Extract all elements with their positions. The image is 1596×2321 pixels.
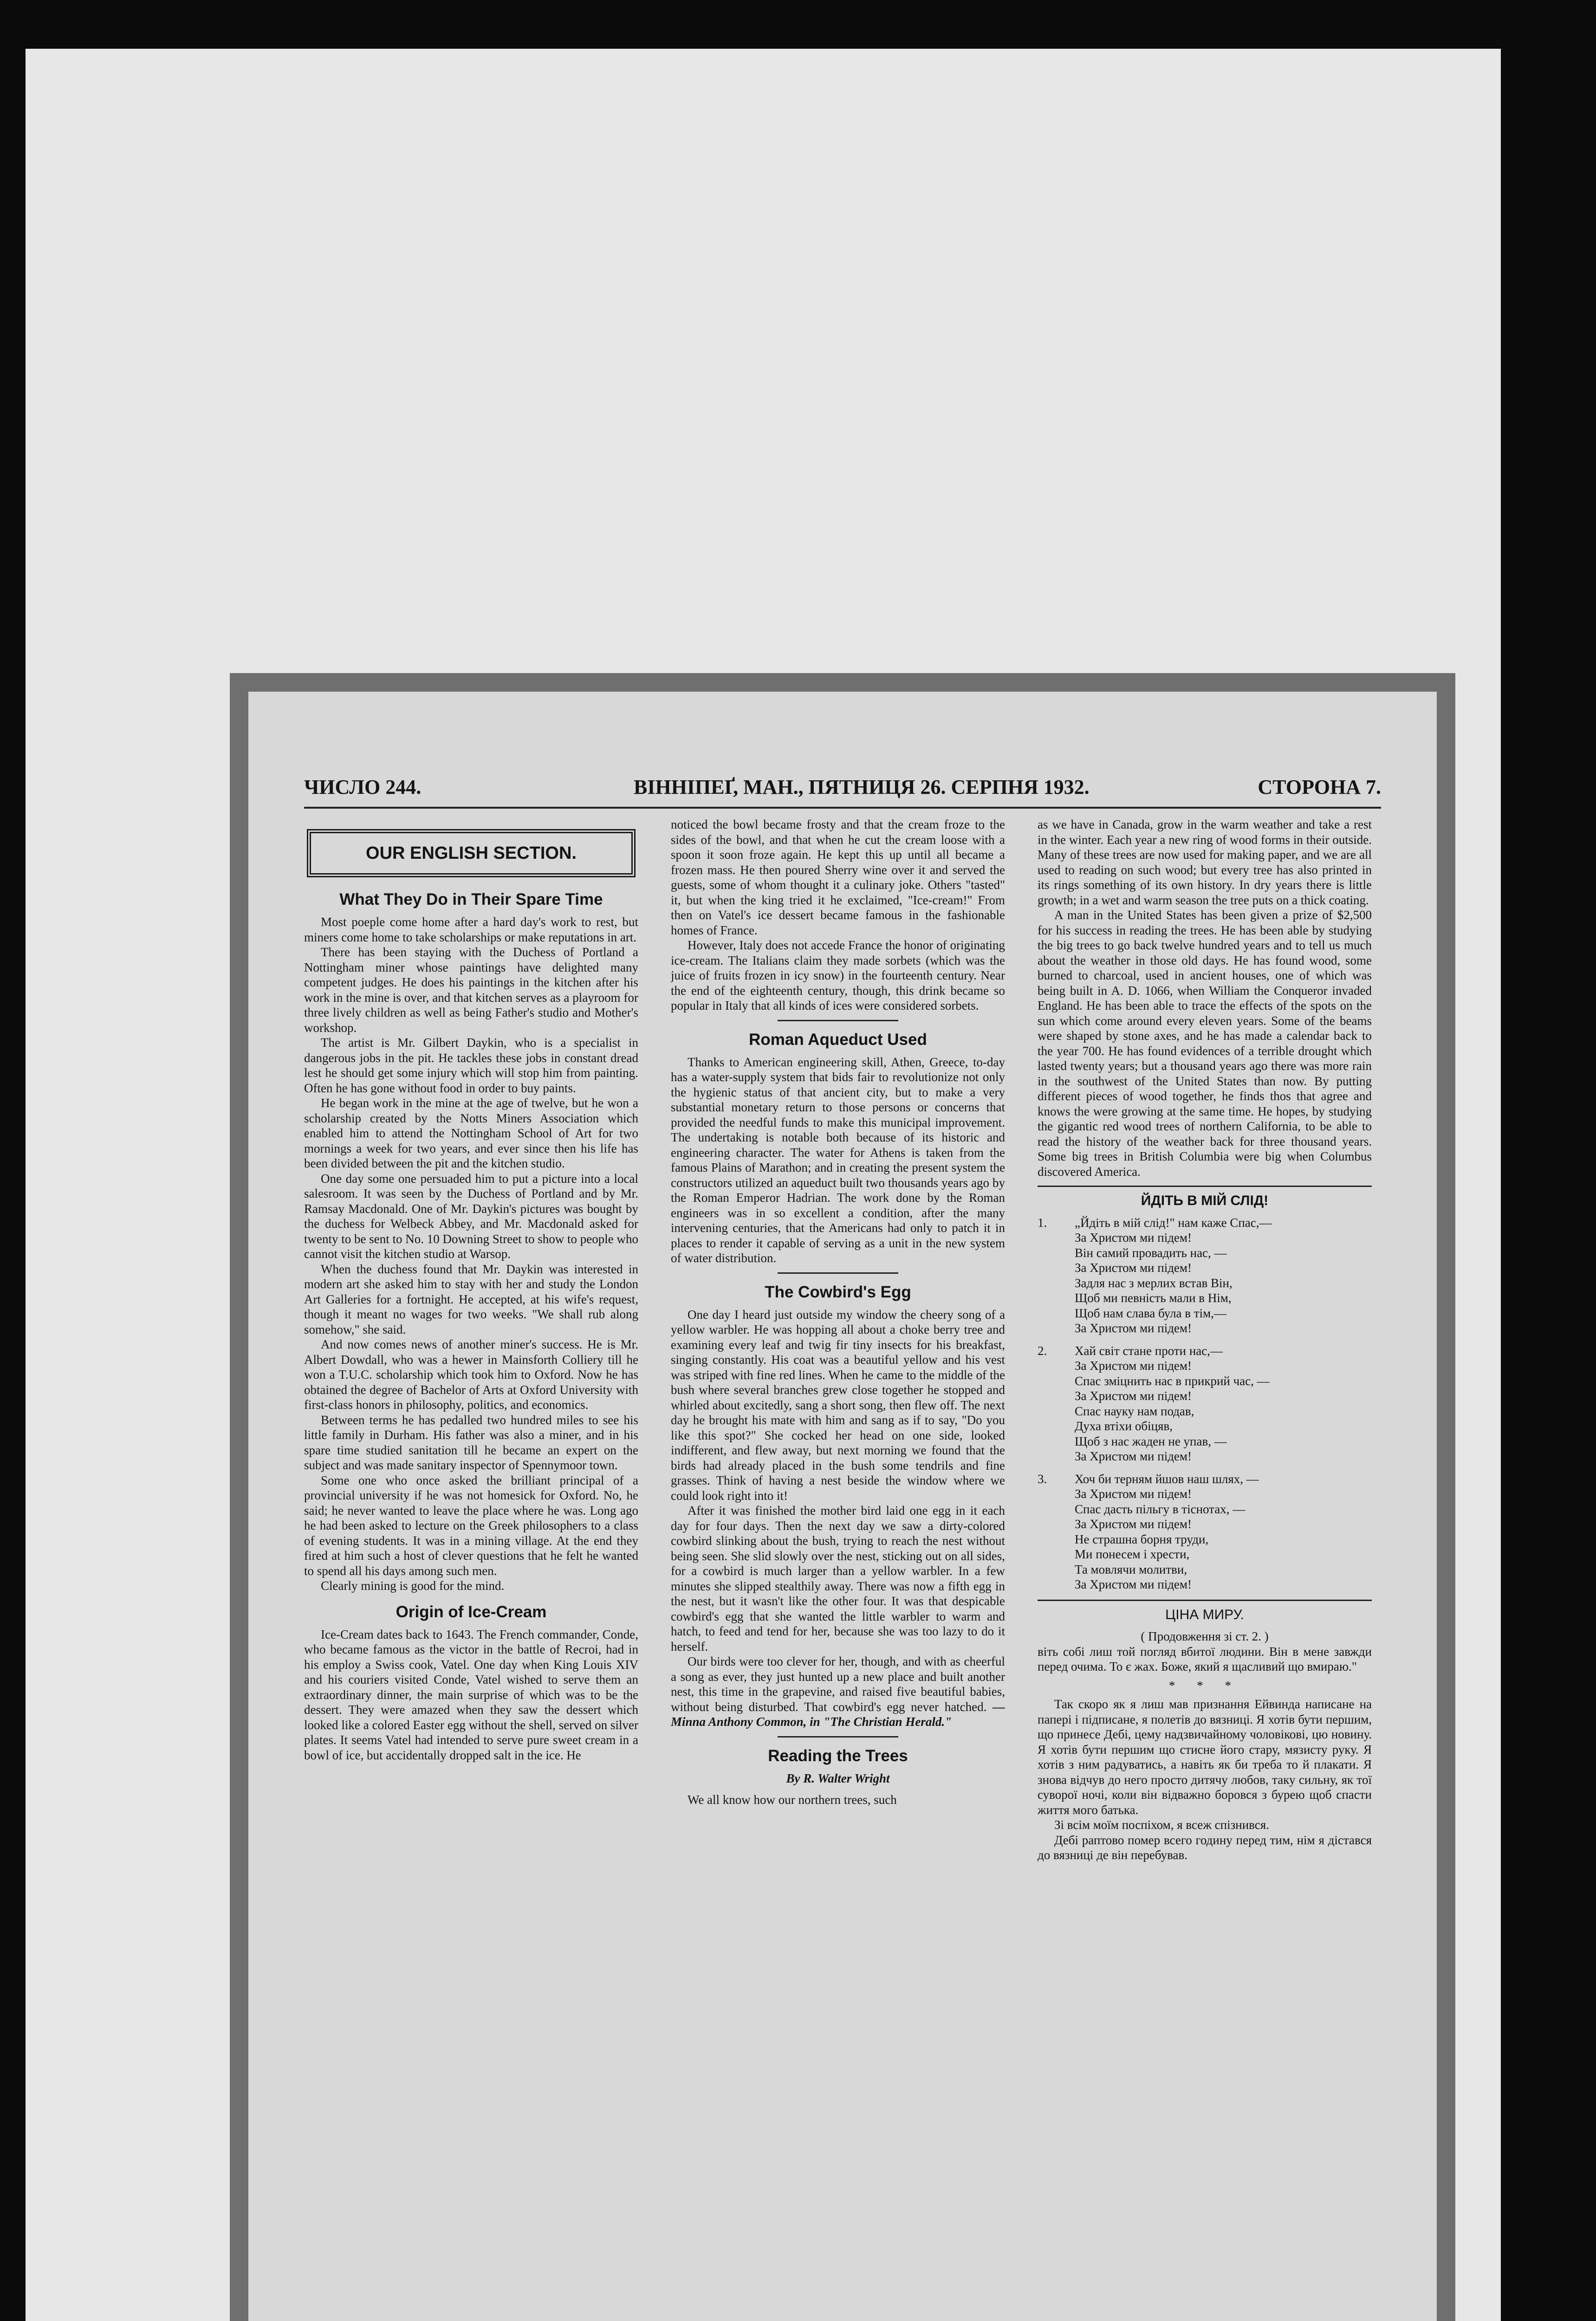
paragraph: And now comes news of another miner's success. He is Mr. Albert Dowdall, who was a hewer in Mainsforth Colliery till he won a T.U.C. scholarship which took him to Oxford. Now he has obtained the degree of Bachelor of Arts at Oxford University with first-class honors in philosophy, politics, and economics. <box>304 1337 638 1412</box>
paragraph <box>671 1654 1005 1730</box>
section-break: * * * <box>1169 1678 1240 1692</box>
poem-line: За Христом ми підем! <box>1075 1577 1192 1591</box>
paragraph: Зі всім моїм поспіхом, я всеж спізнився. <box>1054 1818 1269 1832</box>
divider <box>778 1020 898 1021</box>
poem-line-text: Хай світ стане проти нас,— <box>1075 1343 1223 1358</box>
divider <box>1038 1600 1372 1601</box>
poem-line: Щоб ми певність мали в Нім, <box>1075 1291 1232 1305</box>
article-title: Roman Aqueduct Used <box>749 1030 927 1049</box>
poem-line: За Христом ми підем! <box>1075 1487 1192 1501</box>
issue-number: ЧИСЛО 244. <box>304 776 422 798</box>
poem-line <box>1038 1343 1372 1359</box>
microfilm-sheet <box>26 49 1501 2321</box>
paragraph: One day I heard just outside my window the cheery song of a yellow warbler. He was hopping all about a choke berry tree and examining every leaf and twig fir tiny insects for his breakfast, singing constantly. His coat was a beautiful yellow and his vest was striped with fine red lines. When he came to the middle of the bush where several branches grew close together he stopped and whirled about excitedly, sang a short song, then flew off. The next day he brought his mate with him and sang as if to say, "Do you like this spot?" She cocked her head on one side, looked indifferent, and flew away, but next morning we found that the birds had already placed in the bush some tendrils and fine grasses. Think of having a nest beside the window where we could look right into it! <box>671 1307 1005 1503</box>
poem-title: ЙДІТЬ В МІЙ СЛІД! <box>1141 1193 1269 1208</box>
paragraph: He began work in the mine at the age of twelve, but he won a scholarship created by the Notts Miners Association which enabled him to attend the Nottingham School of Art for two mornings a week for two years, and ever since then his life has been divided between the pit and the kitchen studio. <box>304 1096 638 1170</box>
paragraph: There has been staying with the Duchess of Portland a Nottingham miner whose paintings have delighted many competent judges. He does his paintings in the kitchen after his work in the mine is over, and that kitchen serves as a playroom for three lively children as well as being Father's studio and Mother's workshop. <box>304 945 638 1035</box>
paragraph: Дебі раптово помер всего годину перед тим, нім я дістався до вязниці де він перебував. <box>1038 1833 1372 1862</box>
newspaper-page <box>248 692 1437 2321</box>
article-title: Reading the Trees <box>768 1746 908 1765</box>
poem-line: Спас науку нам подав, <box>1075 1404 1194 1418</box>
poem-line <box>1038 1472 1372 1487</box>
article-title: The Cowbird's Egg <box>765 1283 911 1301</box>
paragraph: віть собі лиш той погляд вбитої людини. Він в мене завжди перед очима. То є жах. Боже, який я щасливий що вмираю." <box>1038 1644 1372 1673</box>
paragraph: as we have in Canada, grow in the warm weather and take a rest in the winter. Each year a new ring of wood forms in their outside. Many of these trees are now used for making paper, and we are all used to reading on such wood; but every tree has also printed in its rings something of its own history. In dry years there is little growth; in a wet and warm season the tree puts on a thick coating. <box>1038 817 1372 907</box>
continuation-note: ( Продовження зі ст. 2. ) <box>1141 1629 1269 1643</box>
poem-line: Щоб нам слава була в тім,— <box>1075 1306 1226 1320</box>
article-title: What They Do in Their Spare Time <box>339 890 603 908</box>
poem-line: За Христом ми підем! <box>1075 1517 1192 1531</box>
signature: — Minna Anthony Common, in "The Christian Herald." <box>671 1699 1005 1729</box>
poem-line: Спас зміцнить нас в прикрий час, — <box>1075 1374 1270 1388</box>
paragraph: Clearly mining is good for the mind. <box>321 1579 505 1593</box>
column-3 <box>1038 817 1372 2293</box>
poem-line: Щоб з нас жаден не упав, — <box>1075 1434 1227 1448</box>
paragraph: When the duchess found that Mr. Daykin was interested in modern art she asked him to stay with her and study the London Art Galleries for a fortnight. He accepted, at his wife's request, though it meant no wages for two weeks. "We shall rub along somehow," she said. <box>304 1262 638 1336</box>
poem-line: Задля нас з мерлих встав Він, <box>1075 1276 1233 1290</box>
poem-line-text: „Йдіть в мій слід!" нам каже Спас,— <box>1075 1215 1272 1230</box>
paragraph-text: Our birds were too clever for her, though, and with as cheerful a song as ever, they just hunted up a new place and built another nest, this time in the grapevine, and raised five beautiful babies, without being disturbed. That cowbird's egg never hatched. <box>671 1654 1005 1714</box>
paragraph: However, Italy does not accede France the honor of originating ice-cream. The Italians claim they made sorbets (which was the juice of fruits frozen in icy snow) in the fourteenth century. Near the end of the eighteenth century, though, this drink became so popular in Italy that all kinds of ices were considered sorbets. <box>671 938 1005 1012</box>
section-title-box: OUR ENGLISH SECTION. <box>307 829 636 877</box>
poem-line: Та мовлячи молитви, <box>1075 1562 1187 1576</box>
paragraph: After it was finished the mother bird laid one egg in it each day for four days. Then the next day we saw a dirty-colored cowbird slinking about the bush, trying to reach the nest without being seen. She slid slowly over the nest, sticking out on all sides, for a cowbird is much larger than a yellow warbler. In a few minutes she slipped stealthily away. There was now a fifth egg in the nest, but it wasn't like the other four. It was that despicable cowbird's egg that she wanted the little warbler to warm and hatch, to feed and tend for her, because she was too lazy to do it herself. <box>671 1504 1005 1653</box>
stanza-number: 1. <box>1038 1215 1047 1230</box>
paragraph: Ice-Cream dates back to 1643. The French commander, Conde, who became famous as the victor in the battle of Recroi, had in his employ a Swiss cook, Vatel. One day when King Louis XIV and his couriers visited Conde, Vatel wished to serve them an extraordinary dinner, the main surprise of which was to be the dessert. They were amazed when they saw the dessert which looked like a colored Easter egg without the shell, served on silver plates. It seems Vatel had intended to serve pure sweet cream in a bowl of ice, but accidentally dropped salt in the ice. He <box>304 1627 638 1762</box>
stanza-number: 3. <box>1038 1472 1047 1486</box>
paragraph: The artist is Mr. Gilbert Daykin, who is a specialist in dangerous jobs in the pit. He tackles these jobs in constant dread lest he should get some injury which will stop him from painting. Often he has gone without food in order to buy paints. <box>304 1036 638 1095</box>
paragraph: noticed the bowl became frosty and that the cream froze to the sides of the bowl, and that when he cut the cream loose with a spoon it soon froze again. He kept this up until all became a frozen mass. He then poured Sherry wine over it and served the guests, some of whom thought it a culinary joke. Others "tasted" it, but when the king tried it he exclaimed, "Ice-cream!" From then on Vatel's ice dessert became famous in the fashionable homes of France. <box>671 817 1005 937</box>
divider <box>1038 1186 1372 1187</box>
masthead <box>304 775 1381 808</box>
poem-line: Не страшна борня труди, <box>1075 1532 1209 1546</box>
poem-line: За Христом ми підем! <box>1075 1231 1192 1245</box>
poem-line <box>1038 1215 1372 1231</box>
column-1 <box>304 817 638 2293</box>
paragraph: We all know how our northern trees, such <box>688 1793 897 1807</box>
article-title: ЦІНА МИРУ. <box>1165 1607 1244 1622</box>
paragraph: Between terms he has pedalled two hundred miles to see his little family in Durham. His father was also a miner, and in his spare time studied sanitation till he became an expert on the subject and was made sanitary inspector of Spennymoor town. <box>304 1413 638 1472</box>
poem-line: За Христом ми підем! <box>1075 1261 1192 1275</box>
poem-stanza <box>1038 1343 1372 1464</box>
paragraph: Так скоро як я лиш мав признання Ейвинда написане на папері і підписане, я полетів до вязниці. Я хотів бути першим, що принесе Дебі, цему надзвичайному чоловікові, цю новину. Я хотів бути першим що стисне його стару, мязисту руку. Я хотів з ним радуватись, а навіть як би треба то й плакати. Я знова відчув до него просто дитячу любов, таку сильну, як тої суворої ночі, коли він відважно боровся з бурею щоб спасти життя мого батька. <box>1038 1697 1372 1817</box>
poem-line: Ми понесем і хрести, <box>1075 1547 1190 1561</box>
poem-line: Він самий провадить нас, — <box>1075 1245 1227 1260</box>
poem-stanza <box>1038 1215 1372 1336</box>
divider <box>778 1272 898 1274</box>
byline: By R. Walter Wright <box>786 1771 890 1785</box>
stanza-number: 2. <box>1038 1343 1047 1358</box>
paragraph: One day some one persuaded him to put a picture into a local salesroom. It was seen by the Duchess of Portland and by Mr. Ramsay Macdonald. One of Mr. Daykin's pictures was bought by the duchess for Welbeck Abbey, and Mr. Macdonald asked for twenty to be sent to No. 10 Downing Street to show to people who cannot visit the kitchen studio at Warsop. <box>304 1171 638 1261</box>
paragraph: Thanks to American engineering skill, Athen, Greece, to-day has a water-supply system that bids fair to revolutionize not only the hygienic status of that ancient city, but to make a very substantial monetary return to those persons or concerns that provided the needful funds to make this municipal improvement. The undertaking is notable both because of its historic and engineering character. The water for Athens is taken from the famous Plains of Marathon; and in creating the present system the constructors utilized an aqueduct built two thousands years ago by the Roman Emperor Hadrian. The work done by the Roman engineers was in so excellent a condition, after the many intervening centuries, that the Americans had only to patch it in places to render it capable of serving as a unit in the new system of water distribution. <box>671 1055 1005 1265</box>
column-2 <box>671 817 1005 2293</box>
poem-line: За Христом ми підем! <box>1075 1389 1192 1403</box>
paragraph: A man in the United States has been given a prize of $2,500 for his success in reading the trees. He has been able by studying the big trees to go back twelve hundred years and to tell us much about the weather in those old days. He has found wood, some burned to charcoal, used in ancient houses, one of which was being built in A. D. 1066, when William the Conqueror invaded England. He has been able to trace the effects of the spots on the sun which come around every eleven years. Some of the beams were shaped by stone axes, and he has made a calendar back to the year 700. He has found evidences of a terrible drought which lasted twenty years; but a thousand years ago there was more rain in the southwest of the United States than now. By putting different pieces of wood together, he finds thos that agree and knows the were growing at the same time. He hopes, by studying the gigantic red wood trees of northern California, to be able to read the history of the weather back for three thousand years. Some big trees in British Columbia were big when Columbus discovered America. <box>1038 908 1372 1179</box>
paragraph: Most poeple come home after a hard day's work to rest, but miners come home to take scholarships or make reputations in art. <box>304 915 638 944</box>
poem-line: Духа втіхи обіцяв, <box>1075 1419 1173 1433</box>
article-title: Origin of Ice-Cream <box>396 1602 547 1621</box>
masthead-rule <box>304 807 1381 809</box>
poem-stanza <box>1038 1472 1372 1592</box>
poem-line: Спас дасть пільгу в тіснотах, — <box>1075 1502 1246 1516</box>
poem-line: За Христом ми підем! <box>1075 1321 1192 1335</box>
paragraph: Some one who once asked the brilliant principal of a provincial university if he was not homesick for Oxford. No, he said; he never wanted to leave the place where he was. Long ago he had been asked to lecture on the Greek philosophers to a class of evening students. It was in a mining village. At the end they fired at him such a host of clever questions that he felt he wanted to spend all his days among such men. <box>304 1473 638 1578</box>
poem-line: За Христом ми підем! <box>1075 1449 1192 1463</box>
page-number: СТОРОНА 7. <box>1258 776 1381 798</box>
poem-line-text: Хоч би терням йшов наш шлях, — <box>1075 1472 1259 1486</box>
poem-line: За Христом ми підем! <box>1075 1359 1192 1373</box>
dateline: ВІННІПЕҐ, МАН., ПЯТНИЦЯ 26. СЕРПНЯ 1932. <box>634 776 1090 798</box>
divider <box>778 1736 898 1738</box>
